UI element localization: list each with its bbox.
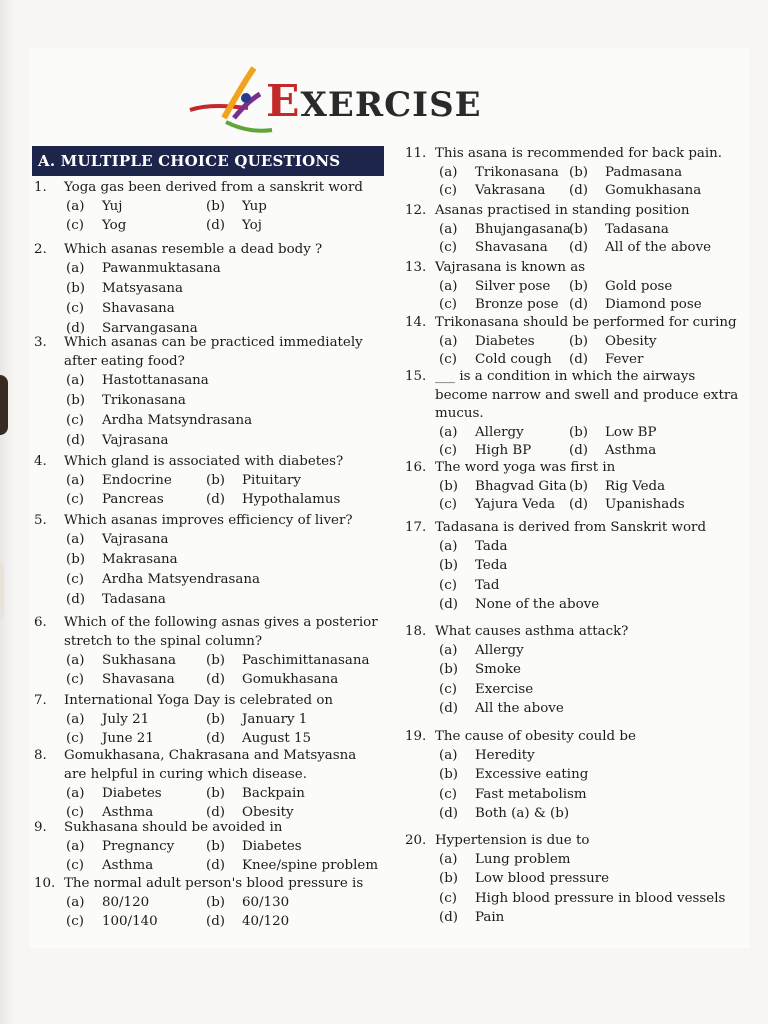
option-letter: (a)	[66, 839, 85, 854]
question-number: 9.	[34, 820, 47, 835]
option-letter: (b)	[439, 767, 459, 782]
answer-option	[206, 672, 338, 687]
question-text: Sukhasana should be avoided in	[64, 820, 283, 835]
answer-option	[569, 334, 657, 349]
option-text: All the above	[475, 701, 564, 716]
answer-option	[206, 712, 307, 727]
option-text: Vajrasana	[102, 532, 169, 547]
option-letter: (b)	[206, 473, 226, 488]
answer-option	[66, 261, 221, 276]
option-text: Lung problem	[475, 851, 571, 867]
option-letter: (d)	[569, 240, 589, 255]
option-text: Paschimittanasana	[242, 653, 370, 668]
answer-option	[439, 183, 545, 198]
question-text: Vajrasana is known as	[435, 260, 586, 275]
option-letter: (d)	[569, 297, 589, 312]
option-letter: (b)	[569, 164, 589, 180]
option-text: Smoke	[475, 662, 521, 677]
option-text: Diabetes	[475, 333, 535, 349]
option-text: Ardha Matsyendrasana	[102, 572, 260, 587]
question-text: Trikonasana should be performed for curing	[435, 315, 737, 330]
answer-option	[569, 183, 701, 198]
option-text: None of the above	[475, 597, 600, 612]
answer-option	[569, 443, 656, 458]
answer-option	[206, 858, 378, 873]
option-text: Matsyasana	[102, 281, 183, 296]
option-text: Fever	[605, 352, 644, 367]
answer-option	[66, 281, 183, 296]
option-text: Heredity	[475, 747, 535, 763]
answer-option	[66, 321, 198, 336]
exercise-figure-icon	[188, 60, 278, 140]
option-text: Hypothalamus	[242, 492, 341, 507]
option-letter: (c)	[439, 577, 457, 593]
answer-option	[66, 653, 176, 668]
question-number: 16.	[405, 460, 427, 475]
option-letter: (d)	[66, 321, 86, 336]
answer-option	[569, 425, 657, 440]
answer-option	[569, 222, 669, 237]
question-text: The normal adult person's blood pressure is	[64, 876, 364, 891]
option-letter: (c)	[66, 572, 84, 587]
option-text: 100/140	[102, 914, 158, 929]
answer-option	[66, 433, 168, 448]
answer-option	[439, 425, 524, 440]
option-text: Pituitary	[242, 473, 301, 488]
option-letter: (a)	[66, 532, 85, 547]
answer-option	[66, 199, 122, 214]
option-text: Bronze pose	[475, 297, 559, 312]
answer-option	[206, 914, 289, 929]
option-text: Gold pose	[605, 278, 673, 294]
answer-option	[439, 597, 599, 612]
option-letter: (a)	[439, 333, 458, 349]
option-letter: (b)	[206, 839, 226, 854]
option-text: 40/120	[242, 914, 290, 929]
option-letter: (b)	[206, 653, 226, 668]
option-text: Low BP	[605, 424, 657, 440]
question-number: 6.	[34, 615, 47, 630]
option-letter: (d)	[439, 910, 459, 925]
answer-option	[439, 443, 531, 458]
question-number: 17.	[405, 520, 427, 535]
answer-option	[206, 805, 294, 820]
option-letter: (d)	[206, 672, 226, 687]
option-letter: (c)	[66, 858, 84, 873]
option-text: Knee/spine problem	[242, 858, 379, 873]
option-letter: (a)	[66, 786, 85, 801]
option-letter: (d)	[569, 183, 589, 198]
option-letter: (b)	[569, 333, 589, 349]
answer-option	[569, 497, 685, 512]
option-letter: (a)	[66, 261, 85, 276]
option-letter: (b)	[206, 895, 226, 910]
option-letter: (a)	[439, 642, 458, 658]
answer-option	[66, 218, 126, 233]
answer-option	[66, 786, 162, 801]
option-text: Asthma	[102, 858, 154, 873]
section-heading: A. MULTIPLE CHOICE QUESTIONS	[32, 146, 384, 176]
option-text: Shavasana	[475, 240, 548, 255]
option-letter: (d)	[66, 592, 86, 607]
option-text: Cold cough	[475, 352, 552, 367]
option-text: Pain	[475, 910, 505, 925]
option-letter: (a)	[439, 164, 458, 180]
question-text: The word yoga was first in	[435, 460, 616, 475]
answer-option	[206, 786, 305, 801]
option-letter: (b)	[206, 712, 226, 727]
exercise-header	[188, 60, 488, 140]
answer-option	[439, 352, 552, 367]
option-text: Bhagvad Gita	[475, 478, 567, 494]
option-letter: (c)	[66, 492, 84, 507]
question-number: 7.	[34, 693, 47, 708]
question-number: 3.	[34, 335, 47, 350]
option-letter: (c)	[66, 731, 84, 746]
option-letter: (c)	[66, 218, 84, 233]
option-letter: (a)	[439, 851, 458, 867]
answer-option	[569, 297, 702, 312]
option-letter: (d)	[206, 914, 226, 929]
questions-left-column	[34, 180, 394, 940]
question-number: 2.	[34, 242, 47, 257]
answer-option	[206, 839, 302, 854]
answer-option	[439, 279, 550, 294]
option-letter: (d)	[569, 497, 589, 512]
answer-option	[439, 748, 535, 763]
question-text: mucus.	[435, 406, 484, 421]
question-text: Which asanas resemble a dead body ?	[64, 242, 323, 257]
question-number: 5.	[34, 513, 47, 528]
option-text: Sarvangasana	[102, 321, 198, 336]
option-letter: (c)	[439, 497, 457, 512]
option-text: Allergy	[475, 642, 524, 658]
option-letter: (c)	[66, 914, 84, 929]
option-text: Fast metabolism	[475, 786, 587, 802]
option-letter: (b)	[569, 278, 589, 294]
question-number: 11.	[405, 146, 427, 161]
option-letter: (d)	[66, 433, 86, 448]
option-letter: (d)	[439, 701, 459, 716]
option-letter: (d)	[569, 352, 589, 367]
question-text: Tadasana is derived from Sanskrit word	[435, 520, 707, 535]
option-letter: (a)	[66, 895, 85, 910]
option-letter: (b)	[66, 281, 86, 296]
answer-option	[439, 871, 609, 886]
option-text: June 21	[102, 731, 154, 746]
option-text: Sukhasana	[102, 653, 176, 668]
answer-option	[206, 492, 340, 507]
option-letter: (a)	[439, 538, 458, 554]
option-letter: (c)	[439, 352, 457, 367]
option-letter: (d)	[439, 806, 459, 821]
option-text: Diabetes	[102, 786, 162, 801]
option-letter: (d)	[206, 492, 226, 507]
option-letter: (d)	[569, 443, 589, 458]
question-text: after eating food?	[64, 354, 185, 369]
option-text: Teda	[475, 558, 508, 573]
option-letter: (d)	[439, 597, 459, 612]
option-letter: (c)	[439, 890, 457, 906]
option-letter: (d)	[206, 218, 226, 233]
option-letter: (b)	[569, 221, 589, 237]
answer-option	[439, 852, 570, 867]
question-text: Which asanas improves efficiency of liver?	[64, 513, 353, 528]
option-letter: (b)	[206, 786, 226, 801]
option-text: Asthma	[605, 443, 657, 458]
option-letter: (b)	[66, 552, 86, 567]
answer-option	[439, 240, 548, 255]
option-letter: (c)	[439, 240, 457, 255]
option-letter: (b)	[439, 478, 459, 494]
option-text: Gomukhasana	[242, 672, 339, 687]
answer-option	[439, 701, 564, 716]
option-text: Silver pose	[475, 278, 551, 294]
option-text: Exercise	[475, 681, 534, 697]
option-text: Shavasana	[102, 301, 175, 316]
option-text: Asthma	[102, 805, 154, 820]
answer-option	[439, 297, 559, 312]
answer-option	[439, 787, 587, 802]
answer-option	[206, 218, 262, 233]
answer-option	[66, 492, 164, 507]
question-text: Gomukhasana, Chakrasana and Matsyasna	[64, 748, 357, 763]
answer-option	[439, 643, 524, 658]
option-text: Yoj	[242, 218, 262, 233]
answer-option	[66, 914, 158, 929]
answer-option	[66, 712, 149, 727]
option-text: Yup	[242, 199, 267, 214]
question-number: 18.	[405, 624, 427, 639]
option-text: Ardha Matsyndrasana	[102, 413, 253, 428]
option-letter: (d)	[206, 858, 226, 873]
question-number: 10.	[34, 876, 56, 891]
answer-option	[439, 767, 588, 782]
question-text: are helpful in curing which disease.	[64, 767, 307, 782]
option-text: Diamond pose	[605, 297, 702, 312]
option-text: Makrasana	[102, 552, 178, 567]
answer-option	[439, 222, 571, 237]
answer-option	[206, 653, 369, 668]
option-letter: (a)	[66, 199, 85, 214]
answer-option	[66, 858, 153, 873]
option-text: July 21	[102, 712, 150, 727]
option-letter: (a)	[66, 373, 85, 388]
option-letter: (a)	[439, 221, 458, 237]
answer-option	[569, 165, 682, 180]
option-letter: (d)	[206, 805, 226, 820]
question-text: Which asanas can be practiced immediately	[64, 335, 363, 350]
option-letter: (a)	[66, 653, 85, 668]
option-text: High blood pressure in blood vessels	[475, 890, 726, 906]
answer-option	[439, 539, 507, 554]
question-text: Yoga gas been derived from a sanskrit word	[64, 180, 363, 195]
question-number: 20.	[405, 833, 427, 848]
answer-option	[569, 352, 643, 367]
option-text: Tad	[475, 577, 500, 593]
option-text: Yuj	[102, 199, 123, 214]
option-text: Excessive eating	[475, 767, 589, 782]
answer-option	[66, 572, 260, 587]
question-text: What causes asthma attack?	[435, 624, 629, 639]
question-number: 15.	[405, 369, 427, 384]
answer-option	[66, 473, 172, 488]
option-text: Upanishads	[605, 497, 685, 512]
binder-ring	[0, 560, 4, 620]
option-letter: (b)	[569, 478, 589, 494]
option-letter: (b)	[66, 393, 86, 408]
answer-option	[569, 240, 711, 255]
question-text: This asana is recommended for back pain.	[435, 146, 723, 161]
option-text: Shavasana	[102, 672, 175, 687]
option-text: Pawanmuktasana	[102, 261, 221, 276]
page-edge-shadow	[0, 0, 14, 1024]
question-text: Which gland is associated with diabetes?	[64, 454, 344, 469]
option-letter: (c)	[439, 183, 457, 198]
option-text: Trikonasana	[102, 393, 186, 408]
answer-option	[439, 806, 569, 821]
answer-option	[66, 301, 175, 316]
answer-option	[439, 891, 725, 906]
question-number: 19.	[405, 729, 427, 744]
option-text: Obesity	[242, 805, 294, 820]
option-text: Padmasana	[605, 164, 683, 180]
question-number: 4.	[34, 454, 47, 469]
option-letter: (b)	[439, 871, 459, 886]
option-text: Tadasana	[102, 592, 166, 607]
option-text: Vajrasana	[102, 433, 169, 448]
answer-option	[66, 413, 252, 428]
option-text: Bhujangasana	[475, 221, 571, 237]
answer-option	[439, 578, 499, 593]
answer-option	[569, 279, 672, 294]
option-letter: (d)	[206, 731, 226, 746]
page-title: EXERCISE	[266, 76, 482, 127]
answer-option	[66, 805, 153, 820]
option-text: Pancreas	[102, 492, 164, 507]
option-letter: (c)	[439, 786, 457, 802]
option-letter: (c)	[66, 672, 84, 687]
option-text: Endocrine	[102, 473, 172, 488]
option-letter: (c)	[439, 443, 457, 458]
answer-option	[206, 473, 301, 488]
option-letter: (c)	[66, 301, 84, 316]
answer-option	[439, 479, 567, 494]
option-letter: (b)	[206, 199, 226, 214]
answer-option	[569, 479, 665, 494]
question-text: stretch to the spinal column?	[64, 634, 263, 649]
option-letter: (c)	[66, 413, 84, 428]
answer-option	[66, 839, 174, 854]
option-text: Both (a) & (b)	[475, 806, 570, 821]
answer-option	[66, 373, 209, 388]
option-text: Diabetes	[242, 839, 302, 854]
binder-ring	[0, 375, 8, 435]
option-text: Trikonasana	[475, 164, 559, 180]
option-letter: (a)	[66, 473, 85, 488]
option-text: Gomukhasana	[605, 183, 702, 198]
question-number: 1.	[34, 180, 47, 195]
option-text: Tada	[475, 538, 508, 554]
answer-option	[66, 532, 168, 547]
option-text: Hastottanasana	[102, 373, 209, 388]
option-letter: (a)	[439, 424, 458, 440]
option-text: Rig Veda	[605, 478, 666, 494]
answer-option	[66, 552, 178, 567]
option-text: Yog	[102, 218, 127, 233]
option-letter: (c)	[66, 805, 84, 820]
question-number: 12.	[405, 203, 427, 218]
answer-option	[206, 199, 267, 214]
answer-option	[439, 497, 555, 512]
option-text: Yajura Veda	[475, 497, 556, 512]
question-text: Hypertension is due to	[435, 833, 590, 848]
option-letter: (b)	[439, 558, 459, 573]
answer-option	[66, 731, 154, 746]
question-text: ___ is a condition in which the airways	[435, 369, 696, 384]
question-text: become narrow and swell and produce extra	[435, 387, 739, 403]
answer-option	[66, 393, 186, 408]
option-letter: (b)	[569, 424, 589, 440]
option-letter: (c)	[439, 681, 457, 697]
answer-option	[66, 672, 175, 687]
option-text: Pregnancy	[102, 839, 175, 854]
option-text: Obesity	[605, 333, 657, 349]
answer-option	[439, 682, 533, 697]
answer-option	[439, 165, 559, 180]
option-text: 80/120	[102, 895, 150, 910]
option-text: 60/130	[242, 895, 290, 910]
question-text: The cause of obesity could be	[435, 729, 636, 744]
answer-option	[66, 592, 166, 607]
option-text: January 1	[242, 712, 308, 727]
option-text: August 15	[242, 731, 312, 746]
option-letter: (a)	[439, 747, 458, 763]
answer-option	[206, 731, 311, 746]
answer-option	[439, 910, 504, 925]
question-text: Which of the following asnas gives a posterior	[64, 615, 378, 630]
answer-option	[439, 334, 535, 349]
questions-right-column	[405, 146, 750, 946]
option-text: Backpain	[242, 786, 305, 801]
option-letter: (a)	[66, 712, 85, 727]
option-letter: (b)	[439, 662, 459, 677]
option-letter: (a)	[439, 278, 458, 294]
option-text: Allergy	[475, 424, 524, 440]
question-number: 13.	[405, 260, 427, 275]
question-number: 8.	[34, 748, 47, 763]
option-text: Tadasana	[605, 221, 669, 237]
question-text: Asanas practised in standing position	[435, 203, 690, 218]
answer-option	[439, 558, 507, 573]
answer-option	[66, 895, 149, 910]
option-text: Vakrasana	[475, 183, 546, 198]
option-letter: (c)	[439, 297, 457, 312]
answer-option	[206, 895, 289, 910]
answer-option	[439, 662, 521, 677]
option-text: High BP	[475, 443, 532, 458]
option-text: Low blood pressure	[475, 871, 610, 886]
question-text: International Yoga Day is celebrated on	[64, 693, 334, 708]
question-number: 14.	[405, 315, 427, 330]
option-text: All of the above	[605, 240, 712, 255]
